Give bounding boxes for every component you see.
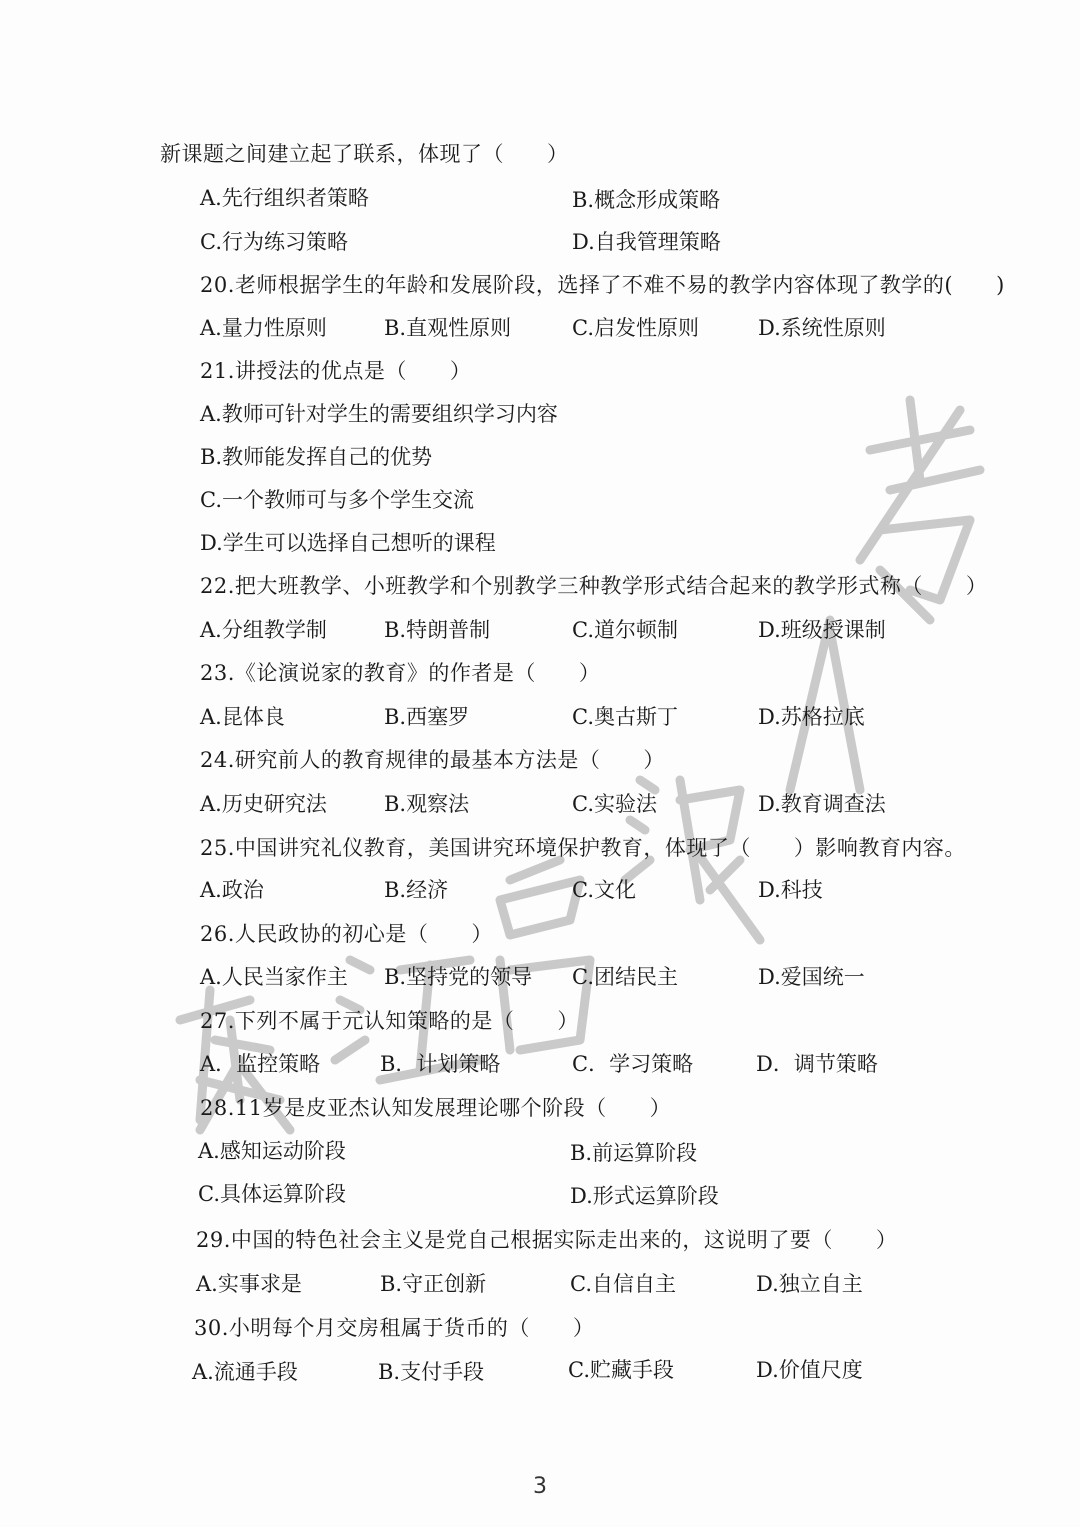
q20-option-d: D.系统性原则 — [758, 316, 886, 340]
q27-option-b: B．计划策略 — [380, 1052, 501, 1076]
q25-option-d: D.科技 — [758, 878, 823, 902]
question-27-stem: 27.下列不属于元认知策略的是（ ） — [200, 1009, 579, 1033]
q25-option-b: B.经济 — [384, 878, 449, 902]
q30-option-b: B.支付手段 — [378, 1360, 485, 1384]
q22-option-a: A.分组教学制 — [200, 618, 327, 642]
q29-option-a: A.实事求是 — [196, 1272, 302, 1296]
q20-option-b: B.直观性原则 — [384, 316, 512, 340]
q19-option-b: B.概念形成策略 — [572, 188, 721, 212]
question-29-stem: 29.中国的特色社会主义是党自己根据实际走出来的，这说明了要（ ） — [196, 1228, 898, 1252]
question-26-stem: 26.人民政协的初心是（ ） — [200, 922, 493, 946]
q26-option-c: C.团结民主 — [572, 965, 678, 989]
q26-option-a: A.人民当家作主 — [200, 965, 348, 989]
q30-option-d: D.价值尺度 — [756, 1358, 863, 1382]
q24-option-d: D.教育调查法 — [758, 792, 886, 816]
q27-option-c: C．学习策略 — [572, 1052, 694, 1076]
q21-option-c: C.一个教师可与多个学生交流 — [200, 488, 474, 512]
q22-option-d: D.班级授课制 — [758, 618, 886, 642]
q19-option-a: A.先行组织者策略 — [200, 186, 369, 210]
question-30-stem: 30.小明每个月交房租属于货币的（ ） — [194, 1316, 595, 1340]
q28-option-a: A.感知运动阶段 — [198, 1139, 346, 1163]
question-24-stem: 24.研究前人的教育规律的最基本方法是（ ） — [200, 748, 665, 772]
q30-option-a: A.流通手段 — [192, 1360, 298, 1384]
q27-option-a: A．监控策略 — [200, 1052, 321, 1076]
q26-option-b: B.坚持党的领导 — [384, 965, 533, 989]
question-22-stem: 22.把大班教学、小班教学和个别教学三种教学形式结合起来的教学形式称（ ） — [200, 574, 988, 598]
q26-option-d: D.爱国统一 — [758, 965, 865, 989]
q21-option-a: A.教师可针对学生的需要组织学习内容 — [200, 402, 558, 426]
question-25-stem: 25.中国讲究礼仪教育，美国讲究环境保护教育，体现了（ ）影响教育内容。 — [200, 836, 966, 860]
q19-option-d: D.自我管理策略 — [572, 230, 721, 254]
q28-option-d: D.形式运算阶段 — [570, 1184, 719, 1208]
q21-option-b: B.教师能发挥自己的优势 — [200, 445, 433, 469]
q23-option-c: C.奥古斯丁 — [572, 705, 678, 729]
q29-option-d: D.独立自主 — [756, 1272, 863, 1296]
q20-option-a: A.量力性原则 — [200, 316, 327, 340]
q29-option-b: B.守正创新 — [380, 1272, 487, 1296]
question-19-stem-continued: 新课题之间建立起了联系，体现了（ ） — [160, 142, 569, 166]
question-28-stem: 28.11岁是皮亚杰认知发展理论哪个阶段（ ） — [200, 1096, 672, 1120]
q23-option-a: A.昆体良 — [200, 705, 285, 729]
question-21-stem: 21.讲授法的优点是（ ） — [200, 359, 472, 383]
q28-option-b: B.前运算阶段 — [570, 1141, 698, 1165]
q23-option-b: B.西塞罗 — [384, 705, 470, 729]
question-20-stem: 20.老师根据学生的年龄和发展阶段，选择了不难不易的教学内容体现了教学的( ) — [200, 273, 1005, 297]
q28-option-c: C.具体运算阶段 — [198, 1182, 346, 1206]
q22-option-c: C.道尔顿制 — [572, 618, 678, 642]
q29-option-c: C.自信自主 — [570, 1272, 676, 1296]
q25-option-a: A.政治 — [200, 878, 264, 902]
question-23-stem: 23.《论演说家的教育》的作者是（ ） — [200, 661, 601, 685]
q24-option-c: C.实验法 — [572, 792, 657, 816]
q24-option-a: A.历史研究法 — [200, 792, 327, 816]
q25-option-c: C.文化 — [572, 878, 636, 902]
q20-option-c: C.启发性原则 — [572, 316, 699, 340]
q22-option-b: B.特朗普制 — [384, 618, 491, 642]
q23-option-d: D.苏格拉底 — [758, 705, 865, 729]
q24-option-b: B.观察法 — [384, 792, 470, 816]
q27-option-d: D．调节策略 — [756, 1052, 878, 1076]
q30-option-c: C.贮藏手段 — [568, 1358, 674, 1382]
q19-option-c: C.行为练习策略 — [200, 230, 348, 254]
page-number: 3 — [533, 1474, 547, 1499]
q21-option-d: D.学生可以选择自己想听的课程 — [200, 531, 496, 555]
